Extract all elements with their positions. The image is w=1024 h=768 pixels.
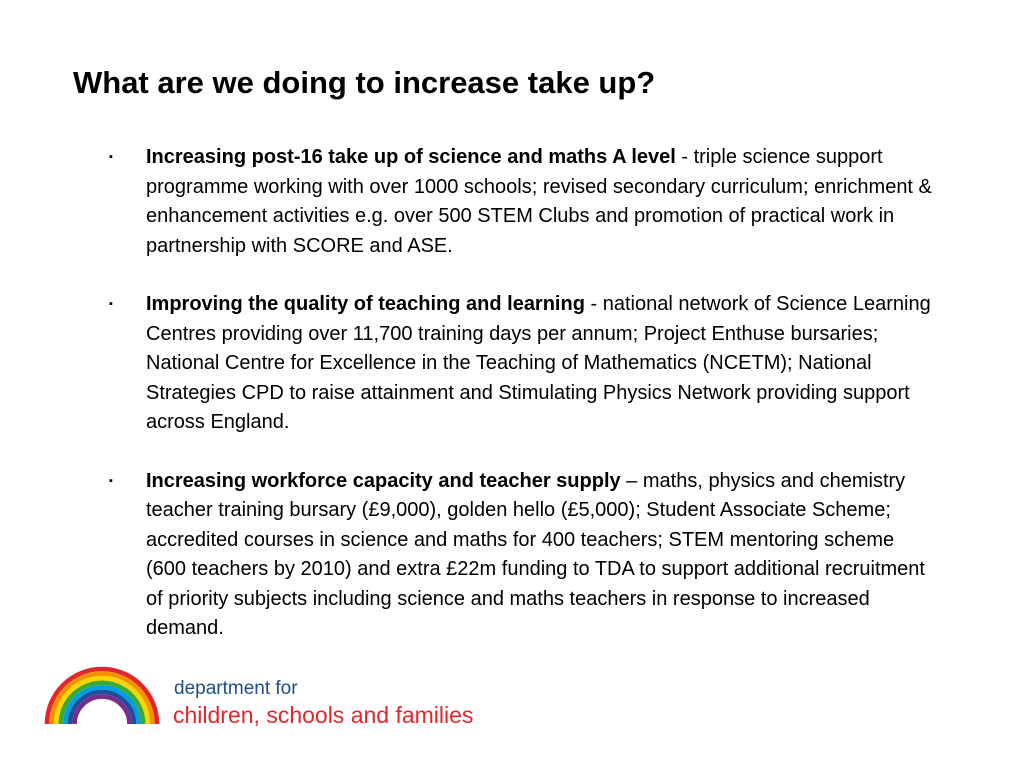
bullet-text: - national network of Science Learning Centres providing over 11,700 training days per annum; Project Enthuse bursaries; National Centre for Excellence in the Teaching of Mathematics (NCETM); National Strategies CPD to raise attainment and Stimulating Physics Network providing support across England. <box>146 293 931 433</box>
bullet-heading: Increasing workforce capacity and teacher supply <box>146 469 621 492</box>
bullet-item-teaching-quality <box>109 290 939 438</box>
rainbow-icon <box>44 666 160 726</box>
bullet-heading: Improving the quality of teaching and learning <box>146 293 585 315</box>
bullet-marker-icon: ▪ <box>109 298 113 310</box>
logo-department-text: department for <box>174 678 298 699</box>
dcsf-logo <box>44 666 504 728</box>
bullet-heading: Increasing post-16 take up of science and maths A level <box>146 146 676 168</box>
bullet-text: – maths, physics and chemistry teacher training bursary (£9,000), golden hello (£5,000); Student Associate Scheme; accredited courses in science and maths for 400 teachers; STEM mentoring scheme (600 teachers by 2010) and extra £22m funding to TDA to support additional recruitment of priority subjects including science and maths teachers in response to increased demand. <box>146 469 925 639</box>
logo-children-schools-families-text: children, schools and families <box>173 702 474 728</box>
bullet-marker-icon: ▪ <box>109 474 113 487</box>
slide-title: What are we doing to increase take up? <box>73 65 656 100</box>
bullet-text: - triple science support programme working with over 1000 schools; revised secondary curriculum; enrichment & enhancement activities e.g. over 500 STEM Clubs and promotion of practical work in partnership with SCORE and ASE. <box>146 146 932 257</box>
bullet-marker-icon: ▪ <box>109 151 113 163</box>
bullet-list <box>109 143 939 673</box>
bullet-item-post16 <box>109 143 939 261</box>
bullet-item-workforce-capacity <box>109 467 939 644</box>
